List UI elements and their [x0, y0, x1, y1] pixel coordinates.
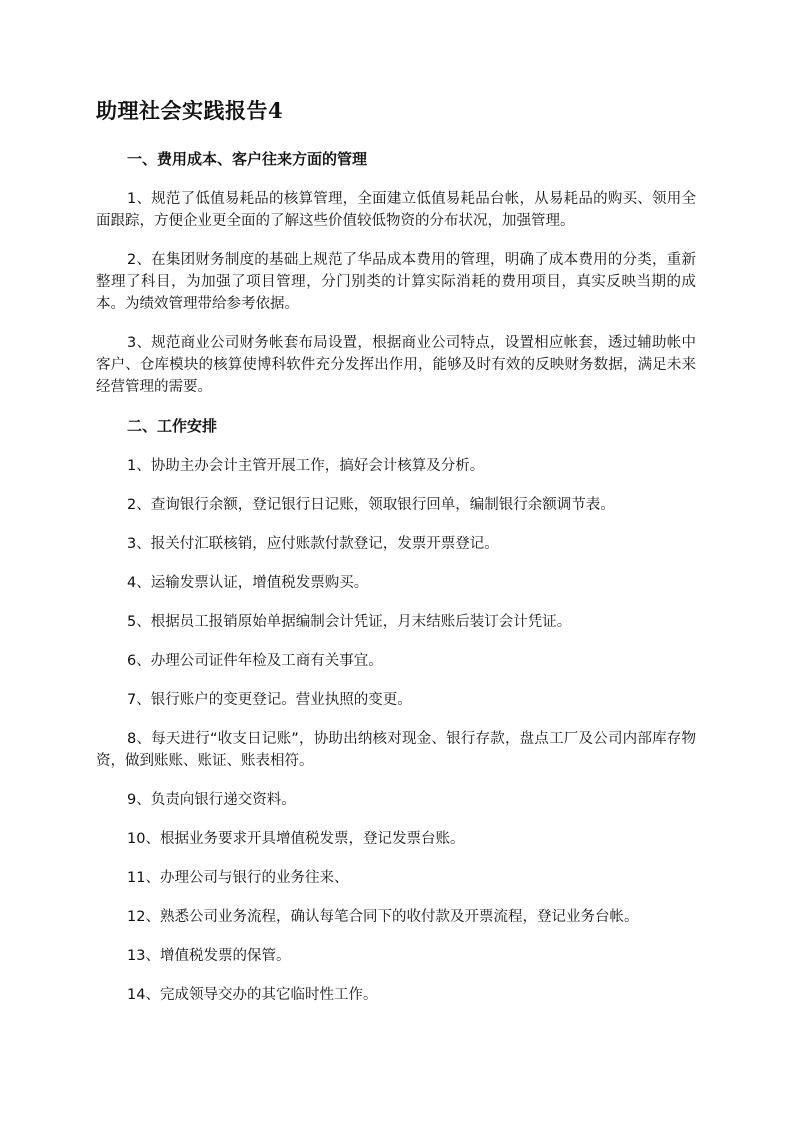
- list-item: 8、每天进行“收支日记账”，协助出纳核对现金、银行存款，盘点工厂及公司内部库存物资，做到账账、账证、账表相符。: [96, 731, 696, 769]
- list-item: 14、完成领导交办的其它临时性工作。: [127, 987, 378, 1003]
- document-title: 助理社会实践报告4: [96, 98, 284, 123]
- paragraph: 3、规范商业公司财务帐套布局设置，根据商业公司特点，设置相应帐套，透过辅助帐中客户、仓库模块的核算使博科软件充分发挥出作用，能够及时有效的反映财务数据，满足未来经营管理的需要。: [96, 335, 696, 395]
- list-item: 10、根据业务要求开具增值税发票，登记发票台账。: [127, 831, 465, 847]
- list-item: 13、增值税发票的保管。: [127, 948, 291, 964]
- work-item-list: [96, 455, 696, 1006]
- list-item: 9、负责向银行递交资料。: [127, 792, 296, 808]
- paragraph: 1、规范了低值易耗品的核算管理，全面建立低值易耗品台帐，从易耗品的购买、领用全面跟踪，方便企业更全面的了解这些价值较低物资的分布状况，加强管理。: [96, 191, 696, 229]
- list-item: 2、查询银行余额，登记银行日记账，领取银行回单，编制银行余额调节表。: [127, 497, 615, 513]
- list-item: 5、根据员工报销原始单据编制会计凭证，月末结账后装订会计凭证。: [127, 614, 572, 630]
- list-item: 7、银行账户的变更登记。营业执照的变更。: [127, 692, 412, 708]
- list-item: 1、协助主办会计主管开展工作，搞好会计核算及分析。: [127, 458, 485, 474]
- document-page: [96, 96, 696, 1023]
- section-cost-management: [96, 148, 696, 398]
- section-work-arrangement: [96, 415, 696, 1006]
- list-item: 4、运输发票认证，增值税发票购买。: [127, 575, 369, 591]
- list-item: 12、熟悉公司业务流程，确认每笔合同下的收付款及开票流程，登记业务台帐。: [127, 909, 639, 925]
- paragraph: 2、在集团财务制度的基础上规范了华品成本费用的管理，明确了成本费用的分类，重新整理了科目，为加强了项目管理，分门别类的计算实际消耗的费用项目，真实反映当期的成本。为绩效管理带给参考依据。: [96, 252, 696, 312]
- section-heading: 一、费用成本、客户往来方面的管理: [127, 150, 368, 168]
- list-item: 11、办理公司与银行的业务往来、: [127, 870, 349, 886]
- list-item: 3、报关付汇联核销，应付账款付款登记，发票开票登记。: [127, 536, 499, 552]
- section-heading: 二、工作安排: [127, 417, 218, 435]
- list-item: 6、办理公司证件年检及工商有关事宜。: [127, 653, 383, 669]
